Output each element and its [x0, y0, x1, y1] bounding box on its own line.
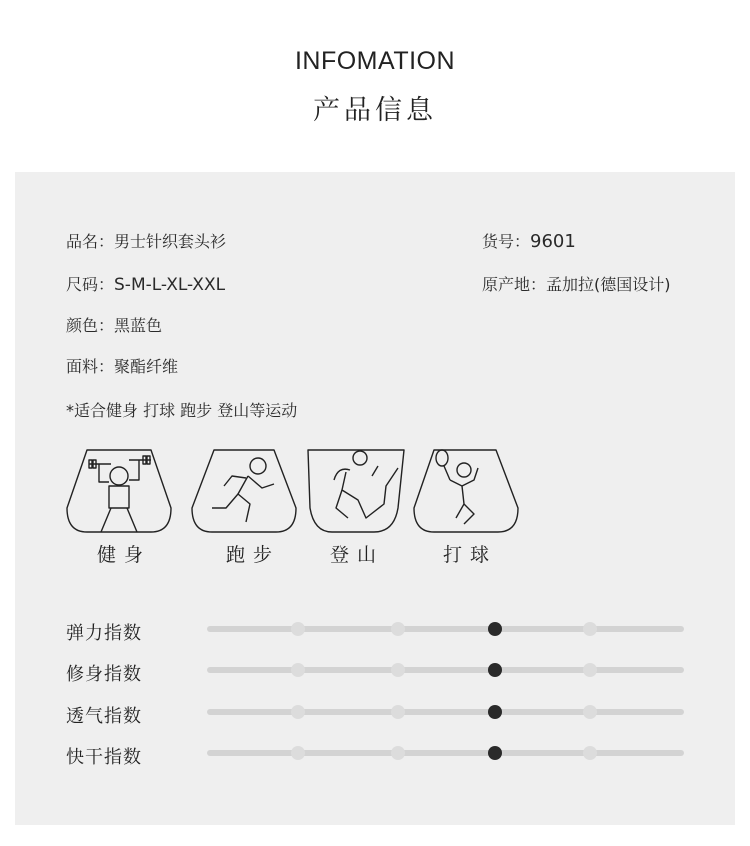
info-size-label: 尺码：: [66, 275, 115, 294]
climbing-icon: [302, 446, 410, 534]
rating-dot: [488, 663, 502, 677]
rating-dot: [291, 746, 305, 760]
rating-dot: [583, 746, 597, 760]
info-size: [66, 272, 225, 295]
info-material-value: 聚酯纤维: [114, 357, 179, 376]
info-color-label: 颜色：: [66, 316, 115, 335]
rating-dot: [291, 705, 305, 719]
rating-dot: [391, 663, 405, 677]
sport-label-climbing: 登山: [330, 544, 385, 566]
info-sku-label: 货号：: [482, 232, 531, 251]
rating-dot: [583, 663, 597, 677]
rating-dot: [391, 622, 405, 636]
rating-dot: [291, 622, 305, 636]
info-color-value: 黑蓝色: [114, 316, 163, 335]
info-sku: [482, 229, 576, 252]
sport-label-ball: 打球: [443, 544, 498, 566]
title-cn: 产品信息: [313, 95, 437, 126]
rating-dot: [488, 705, 502, 719]
title-en: INFOMATION: [294, 47, 456, 75]
info-material: [66, 354, 178, 377]
rating-label-quick-dry: 快干指数: [66, 747, 142, 768]
rating-dot: [391, 705, 405, 719]
rating-label-fit: 修身指数: [66, 664, 142, 685]
rating-track-elasticity: [207, 626, 684, 632]
info-origin-label: 原产地：: [482, 275, 547, 294]
info-name-value: 男士针织套头衫: [114, 232, 227, 251]
info-name-label: 品名：: [66, 232, 115, 251]
rating-dot: [488, 746, 502, 760]
rating-dot: [391, 746, 405, 760]
info-name: [66, 229, 226, 252]
rating-dot: [291, 663, 305, 677]
weightlifting-icon: [65, 446, 173, 534]
rating-track-quick-dry: [207, 750, 684, 756]
rating-track-fit: [207, 667, 684, 673]
badminton-icon: [412, 446, 520, 534]
info-sku-value: 9601: [530, 231, 576, 252]
info-origin: [482, 272, 671, 295]
running-icon: [190, 446, 298, 534]
rating-label-breathability: 透气指数: [66, 706, 142, 727]
sport-label-running: 跑步: [226, 544, 281, 566]
info-material-label: 面料：: [66, 357, 115, 376]
info-color: [66, 313, 162, 336]
rating-label-elasticity: 弹力指数: [66, 623, 142, 644]
info-suitable: *适合健身 打球 跑步 登山等运动: [66, 401, 298, 420]
header: [0, 0, 750, 172]
info-origin-value: 孟加拉(德国设计): [546, 275, 671, 294]
rating-dot: [583, 622, 597, 636]
rating-dot: [583, 705, 597, 719]
rating-track-breathability: [207, 709, 684, 715]
sport-label-fitness: 健身: [97, 544, 152, 566]
rating-dot: [488, 622, 502, 636]
info-size-value: S-M-L-XL-XXL: [114, 275, 226, 295]
